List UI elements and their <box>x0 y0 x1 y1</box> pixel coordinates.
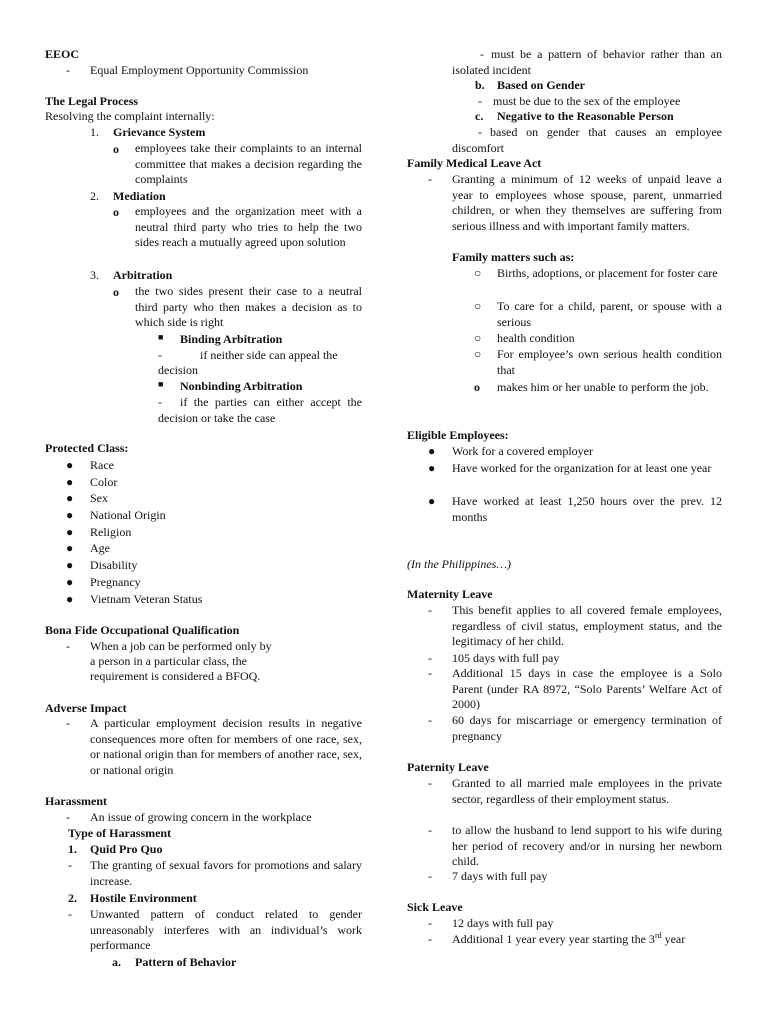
bullet: ● <box>66 575 74 589</box>
list-number: 3. <box>90 268 99 282</box>
list-item: This benefit applies to all covered female employees, regardless of civil status, employment status, and the legitimacy of her child. <box>452 603 722 649</box>
binding-arbitration-title: Binding Arbitration <box>180 332 283 346</box>
arbitration-text: the two sides present their case to a neutral third party who then makes a decision as to which side is right <box>135 284 362 330</box>
mediation-title: Mediation <box>113 189 166 203</box>
list-letter: c. <box>475 109 484 123</box>
list-item: Granted to all married male employees in the private sector, regardless of their employment status. <box>452 776 722 806</box>
list-item: health condition <box>497 331 575 345</box>
dash-marker: - <box>428 603 432 617</box>
dash-marker: - <box>428 932 432 946</box>
list-item: Color <box>90 475 118 489</box>
bfoq-line: requirement is considered a BFOQ. <box>90 669 261 683</box>
dash-marker: - <box>428 713 432 727</box>
square-bullet: ■ <box>158 379 164 389</box>
dash-marker: - <box>66 63 70 77</box>
list-item: Sex <box>90 491 108 505</box>
eeoc-definition: Equal Employment Opportunity Commission <box>90 63 309 77</box>
mediation-text: employees and the organization meet with a neutral third party who tries to help the two sides reach a mutually agreed upon solution <box>135 204 362 250</box>
grievance-title: Grievance System <box>113 125 206 139</box>
dash-marker: - <box>428 776 432 790</box>
list-item: Pregnancy <box>90 575 141 589</box>
sick-leave-item: 12 days with full pay <box>452 916 554 930</box>
binding-arbitration-text: if neither side can appeal the <box>200 348 338 362</box>
fmla-heading: Family Medical Leave Act <box>407 156 542 170</box>
dash-marker: - <box>428 651 432 665</box>
list-item: Disability <box>90 558 138 572</box>
eligible-employees-heading: Eligible Employees: <box>407 428 509 442</box>
reasonable-person-text: based on gender that causes an employee discomfort <box>452 125 722 155</box>
hostile-environment-title: Hostile Environment <box>90 891 197 905</box>
dash-marker: - <box>66 639 70 653</box>
fmla-text: Granting a minimum of 12 weeks of unpaid leave a year to employees whose spouse, parent, unmarried children, or when they themselves are suffering from serious illness and with important family matters. <box>452 172 722 234</box>
dash-marker: - <box>158 395 162 409</box>
list-item: To care for a child, parent, or spouse with a serious <box>497 299 722 329</box>
dash-marker: - <box>480 47 484 61</box>
nonbinding-arbitration-text: if the parties can either accept the decision or take the case <box>158 395 362 425</box>
list-number: 2. <box>90 189 99 203</box>
list-item: Have worked for the organization for at least one year <box>452 461 712 475</box>
bfoq-heading: Bona Fide Occupational Qualification <box>45 623 240 637</box>
list-item: National Origin <box>90 508 166 522</box>
grievance-text: employees take their complaints to an internal committee that makes a decision regarding the complaints <box>135 141 362 187</box>
circle-bullet: ○ <box>474 347 482 361</box>
quid-pro-quo-title: Quid Pro Quo <box>90 842 163 856</box>
list-number: 2. <box>68 891 77 905</box>
square-bullet: ■ <box>158 332 164 342</box>
sick-leave-item <box>452 932 685 947</box>
bullet: ● <box>66 458 74 472</box>
bullet: ● <box>66 541 74 555</box>
list-item: 7 days with full pay <box>452 869 548 883</box>
pattern-of-behavior-text: must be a pattern of behavior rather than an isolated incident <box>452 47 722 77</box>
list-item: 60 days for miscarriage or emergency termination of pregnancy <box>452 713 722 743</box>
eeoc-heading: EEOC <box>45 47 80 61</box>
dash-marker: - <box>478 125 482 139</box>
arbitration-title: Arbitration <box>113 268 173 282</box>
harassment-type-heading: Type of Harassment <box>68 826 172 840</box>
list-letter: b. <box>475 78 485 92</box>
bullet: ● <box>66 558 74 572</box>
protected-class-heading: Protected Class: <box>45 441 129 455</box>
dash-marker: - <box>68 907 72 921</box>
reasonable-person-title: Negative to the Reasonable Person <box>497 109 674 123</box>
list-item: Race <box>90 458 114 472</box>
dash-marker: - <box>478 94 482 108</box>
ordinal-suffix: rd <box>654 931 662 940</box>
list-item: 105 days with full pay <box>452 651 560 665</box>
sick-leave-item-text-end: year <box>661 932 686 946</box>
dash-marker: - <box>66 716 70 730</box>
circle-bullet: o <box>113 142 119 156</box>
list-item: Have worked at least 1,250 hours over the prev. 12 months <box>452 494 722 524</box>
list-item: Age <box>90 541 110 555</box>
binding-arbitration-text-cont: decision <box>158 363 198 377</box>
adverse-impact-heading: Adverse Impact <box>45 701 127 715</box>
bullet: ● <box>428 444 436 458</box>
dash-marker: - <box>428 869 432 883</box>
bfoq-line: a person in a particular class, the <box>90 654 247 668</box>
circle-bullet: o <box>113 205 119 219</box>
based-on-gender-text: must be due to the sex of the employee <box>493 94 681 108</box>
bullet: ● <box>66 592 74 606</box>
circle-bullet: ○ <box>474 266 482 280</box>
bullet: ● <box>66 525 74 539</box>
circle-bullet: ○ <box>474 299 482 313</box>
list-letter: a. <box>112 955 121 969</box>
bullet: ● <box>66 508 74 522</box>
harassment-text: An issue of growing concern in the workplace <box>90 810 312 824</box>
sick-leave-item-text: Additional 1 year every year starting the 3 <box>452 932 655 946</box>
dash-marker: - <box>428 823 432 837</box>
pattern-of-behavior-title: Pattern of Behavior <box>135 955 237 969</box>
paternity-leave-heading: Paternity Leave <box>407 760 489 774</box>
hostile-environment-text: Unwanted pattern of conduct related to gender unreasonably interferes with an individual’s work performance <box>90 907 362 953</box>
dash-marker: - <box>158 348 162 362</box>
philippines-note: (In the Philippines…) <box>407 557 511 571</box>
list-item: For employee’s own serious health condition that <box>497 347 722 377</box>
list-item: Births, adoptions, or placement for foster care <box>497 266 718 280</box>
list-number: 1. <box>90 125 99 139</box>
dash-marker: - <box>428 666 432 680</box>
nonbinding-arbitration-title: Nonbinding Arbitration <box>180 379 303 393</box>
circle-bullet: ○ <box>474 331 482 345</box>
maternity-leave-heading: Maternity Leave <box>407 587 493 601</box>
dash-marker: - <box>68 858 72 872</box>
bullet: ● <box>66 475 74 489</box>
dash-marker: - <box>428 172 432 186</box>
bfoq-line: When a job can be performed only by <box>90 639 272 653</box>
sick-leave-heading: Sick Leave <box>407 900 463 914</box>
harassment-heading: Harassment <box>45 794 107 808</box>
list-item: Work for a covered employer <box>452 444 593 458</box>
adverse-impact-text: A particular employment decision results in negative consequences more often for members of one race, sex, or national origin than for members of another race, sex, or national origin <box>90 716 362 778</box>
legal-process-heading: The Legal Process <box>45 94 139 108</box>
list-item: to allow the husband to lend support to his wife during her period of recovery and/or in nursing her newborn child. <box>452 823 722 869</box>
bullet: ● <box>428 461 436 475</box>
quid-pro-quo-text: The granting of sexual favors for promotions and salary increase. <box>90 858 362 888</box>
bullet: ● <box>428 494 436 508</box>
list-item: makes him or her unable to perform the job. <box>497 380 709 394</box>
list-item: Additional 15 days in case the employee is a Solo Parent (under RA 8972, “Solo Parents’ Welfare Act of 2000) <box>452 666 722 712</box>
dash-marker: - <box>66 810 70 824</box>
list-item: Religion <box>90 525 132 539</box>
list-number: 1. <box>68 842 77 856</box>
based-on-gender-title: Based on Gender <box>497 78 586 92</box>
circle-bullet: o <box>113 285 119 299</box>
dash-marker: - <box>428 916 432 930</box>
family-matters-heading: Family matters such as: <box>452 250 575 264</box>
bullet: ● <box>66 491 74 505</box>
list-item: Vietnam Veteran Status <box>90 592 203 606</box>
circle-bullet: o <box>474 380 480 394</box>
legal-process-intro: Resolving the complaint internally: <box>45 109 215 123</box>
